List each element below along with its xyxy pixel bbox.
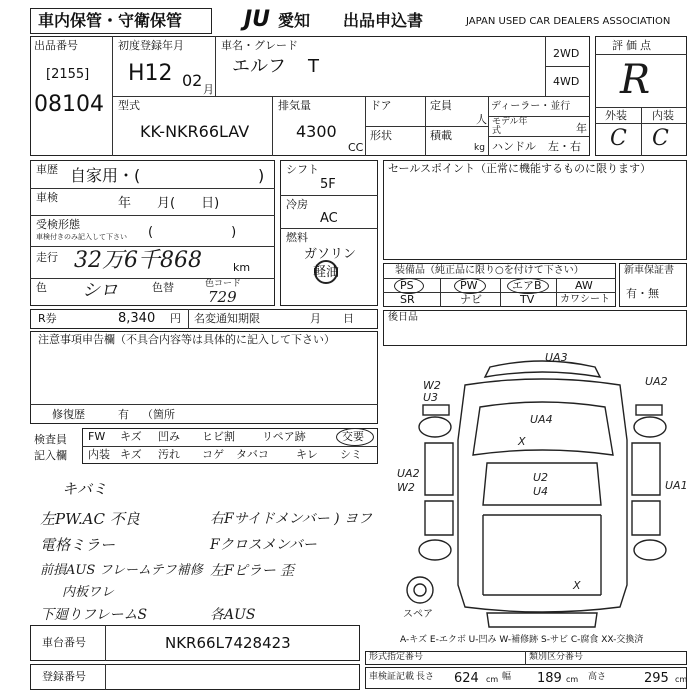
check-int-stain: シミ bbox=[340, 448, 362, 461]
recycle-amount: 8,340 bbox=[118, 311, 156, 326]
lot-label: 出品番号 bbox=[34, 39, 78, 52]
equip-label: 装備品（純正品に限り○を付けて下さい） bbox=[395, 265, 584, 276]
mark-ua4: UA4 bbox=[530, 413, 553, 426]
displacement: 4300 bbox=[296, 122, 337, 141]
length-value: 624 bbox=[454, 671, 479, 686]
dimension-label: 車検証記載 bbox=[369, 672, 415, 682]
notes-label: 注意事項申告欄（不具合内容等は具体的に記入して下さい） bbox=[38, 333, 335, 346]
sales-point-label: セールスポイント（正常に機能するものに限ります） bbox=[388, 162, 652, 175]
note-line-3: 右Fサイドメンバー ) ヨフ bbox=[210, 511, 372, 527]
note-line-5: Fクロスメンバー bbox=[210, 537, 317, 553]
check-scratch: キズ bbox=[120, 430, 142, 443]
mark-ua2-left: UA2 bbox=[397, 467, 420, 480]
interior-grade: C bbox=[652, 126, 669, 151]
note-line-7: 左Fピラー 歪 bbox=[210, 563, 295, 579]
equip-airbag: エアB bbox=[512, 279, 542, 292]
reg-month: 02 bbox=[182, 71, 203, 90]
equip-airbag-circle bbox=[507, 278, 549, 294]
model-label: 型式 bbox=[118, 99, 140, 112]
height-unit: cm bbox=[675, 675, 688, 684]
ac-label: 冷房 bbox=[286, 198, 308, 211]
lot-sub: [2155] bbox=[46, 67, 90, 82]
repair-value: 有 bbox=[118, 408, 129, 421]
handle-label: ハンドル bbox=[492, 140, 536, 153]
grade: T bbox=[308, 56, 319, 77]
check-int-burn: コゲ bbox=[202, 448, 224, 461]
cc-label: 排気量 bbox=[278, 99, 311, 112]
note-line-6: 前損AUS フレームテフ補修 bbox=[40, 563, 203, 578]
note-line-10: 各AUS bbox=[210, 607, 256, 623]
record-label: 記入欄 bbox=[34, 449, 67, 462]
load-unit: kg bbox=[474, 143, 485, 153]
equip-aw: AW bbox=[575, 279, 593, 292]
mark-x-windshield: X bbox=[518, 435, 526, 448]
org-name: 愛知 bbox=[278, 11, 311, 30]
model-year-label: モデル年式 bbox=[492, 117, 528, 136]
note-line-4: 電格ミラー bbox=[40, 536, 116, 554]
rating-value: R bbox=[620, 57, 651, 103]
check-dent: 凹み bbox=[158, 430, 180, 443]
check-interior: 内装 bbox=[88, 448, 110, 461]
mark-ua1: UA1 bbox=[665, 479, 688, 492]
mark-w2-left-low: W2 bbox=[397, 481, 415, 494]
storage-title: 車内保管・守衛保管 bbox=[38, 11, 183, 30]
fuel-value: ガソリン bbox=[304, 247, 357, 262]
reg-label: 初度登録年月 bbox=[118, 39, 184, 52]
ju-logo: JU bbox=[244, 7, 271, 32]
note-line-2: 左PW.AC 不良 bbox=[40, 510, 140, 528]
equip-sr: SR bbox=[400, 293, 415, 306]
history-close: ) bbox=[258, 166, 265, 185]
equip-pw: PW bbox=[460, 279, 478, 292]
capacity-unit: 人 bbox=[476, 113, 487, 126]
rating-label: 評価点 bbox=[612, 39, 654, 52]
recycle-label: R券 bbox=[38, 312, 57, 325]
category-label: 類別区分番号 bbox=[529, 652, 584, 662]
note-line-8: 内板ワレ bbox=[62, 585, 115, 600]
warranty-value: 有・無 bbox=[626, 287, 659, 300]
capacity-label: 定員 bbox=[430, 99, 452, 112]
mark-u4: U4 bbox=[533, 485, 549, 498]
drive-2wd: 2WD bbox=[553, 47, 580, 60]
check-int-scratch: キズ bbox=[120, 448, 142, 461]
check-repair-mark: リペア跡 bbox=[262, 430, 306, 443]
mark-u3-left: U3 bbox=[423, 391, 439, 404]
equip-ps: PS bbox=[400, 279, 414, 292]
repaint-label: 色替 bbox=[152, 281, 174, 294]
type-designation-label: 形式指定番号 bbox=[369, 652, 424, 662]
note-line-9: 下廻りフレームS bbox=[40, 607, 148, 623]
spare-label: スペア bbox=[403, 609, 433, 620]
mileage-value: 32万6千868 bbox=[74, 248, 202, 273]
equip-tv: TV bbox=[520, 293, 535, 306]
name-label: 車名・グレード bbox=[221, 39, 298, 52]
mark-u2: U2 bbox=[533, 471, 549, 484]
dealer-label: ディーラー・並行 bbox=[491, 101, 571, 112]
receive-label: 受検形態 bbox=[36, 218, 80, 231]
recycle-unit: 円 bbox=[170, 312, 181, 325]
assoc-name: JAPAN USED CAR DEALERS ASSOCIATION bbox=[466, 16, 671, 27]
name-change-value: 月 日 bbox=[310, 312, 354, 325]
receive-paren: ( ) bbox=[148, 225, 237, 240]
checker-label: 検査員 bbox=[34, 433, 67, 446]
shift-label: シフト bbox=[286, 163, 319, 176]
check-replace: 交要 bbox=[342, 430, 364, 443]
drive-4wd: 4WD bbox=[553, 75, 580, 88]
registration-label: 登録番号 bbox=[42, 670, 86, 683]
interior-label: 内装 bbox=[652, 109, 674, 122]
year-unit: 年 bbox=[576, 122, 587, 135]
later-items-box bbox=[383, 310, 687, 346]
width-unit: cm bbox=[566, 675, 579, 684]
equip-pw-circle bbox=[454, 278, 486, 294]
check-int-tobacco: タバコ bbox=[236, 448, 269, 461]
mark-w2-left: W2 bbox=[423, 379, 441, 392]
sales-point-box bbox=[383, 160, 687, 260]
height-label: 高さ bbox=[588, 672, 607, 682]
model-code: KK-NKR66LAV bbox=[140, 122, 250, 141]
receive-note: 車検付きのみ記入して下さい bbox=[36, 233, 127, 241]
check-fw: FW bbox=[88, 430, 106, 443]
warranty-label: 新車保証書 bbox=[624, 265, 674, 276]
length-unit: cm bbox=[486, 675, 499, 684]
car-name: エルフ bbox=[232, 56, 286, 77]
damage-legend: A-キズ E-エクボ U-凹み W-補修跡 S-サビ C-腐食 XX-交換済 bbox=[400, 635, 644, 645]
equip-ps-circle bbox=[394, 278, 424, 294]
height-value: 295 bbox=[644, 671, 669, 686]
repair-label: 修復歴 bbox=[52, 408, 85, 421]
cc-unit: CC bbox=[348, 141, 364, 154]
reg-era-year: H12 bbox=[128, 61, 173, 86]
mark-ua3: UA3 bbox=[545, 351, 568, 364]
note-line-1: キバミ bbox=[62, 480, 108, 498]
check-int-dirt: 汚れ bbox=[158, 448, 180, 461]
name-change-label: 名変通知期限 bbox=[194, 312, 260, 325]
exterior-label: 外装 bbox=[605, 109, 627, 122]
color-value: シロ bbox=[82, 280, 118, 301]
shift-value: 5F bbox=[320, 177, 336, 192]
equip-navi: ナビ bbox=[460, 293, 482, 306]
chassis-number: NKR66L7428423 bbox=[165, 634, 291, 652]
fuel-alt: 軽油 bbox=[313, 265, 340, 280]
check-int-tear: キレ bbox=[296, 448, 318, 461]
ac-value: AC bbox=[320, 211, 338, 226]
shape-label: 形状 bbox=[370, 129, 392, 142]
check-crack: ヒビ割 bbox=[202, 430, 235, 443]
mark-x-rear: X bbox=[573, 579, 581, 592]
color-code-value: 729 bbox=[208, 288, 237, 306]
check-replace-circle bbox=[336, 428, 374, 446]
exterior-grade: C bbox=[610, 126, 627, 151]
lot-number: 08104 bbox=[34, 92, 104, 117]
history-value: 自家用・( bbox=[70, 166, 141, 185]
width-value: 189 bbox=[537, 671, 562, 686]
chassis-label: 車台番号 bbox=[42, 636, 86, 649]
form-title: 出品申込書 bbox=[343, 11, 424, 30]
history-label: 車歴 bbox=[36, 163, 58, 176]
width-label: 幅 bbox=[502, 672, 512, 682]
color-label: 色 bbox=[36, 281, 47, 294]
mileage-unit: km bbox=[233, 261, 251, 274]
car-diagram bbox=[395, 345, 690, 645]
inspection-label: 車検 bbox=[36, 191, 58, 204]
mark-ua2-top: UA2 bbox=[645, 375, 668, 388]
mileage-label: 走行 bbox=[36, 251, 58, 264]
inspection-value: 年 月( 日) bbox=[118, 196, 220, 211]
later-label: 後日品 bbox=[388, 312, 418, 323]
equip-kawa-seat: カワシート bbox=[560, 294, 610, 305]
load-label: 積載 bbox=[430, 129, 452, 142]
reg-month-unit: 月 bbox=[203, 83, 214, 96]
door-label: ドア bbox=[370, 99, 392, 112]
handle-options: 左・右 bbox=[548, 140, 581, 153]
fuel-label: 燃料 bbox=[286, 231, 308, 244]
repair-place: （箇所 bbox=[142, 408, 175, 421]
color-code-label: 色コード bbox=[205, 279, 242, 289]
length-label: 長さ bbox=[416, 672, 435, 682]
